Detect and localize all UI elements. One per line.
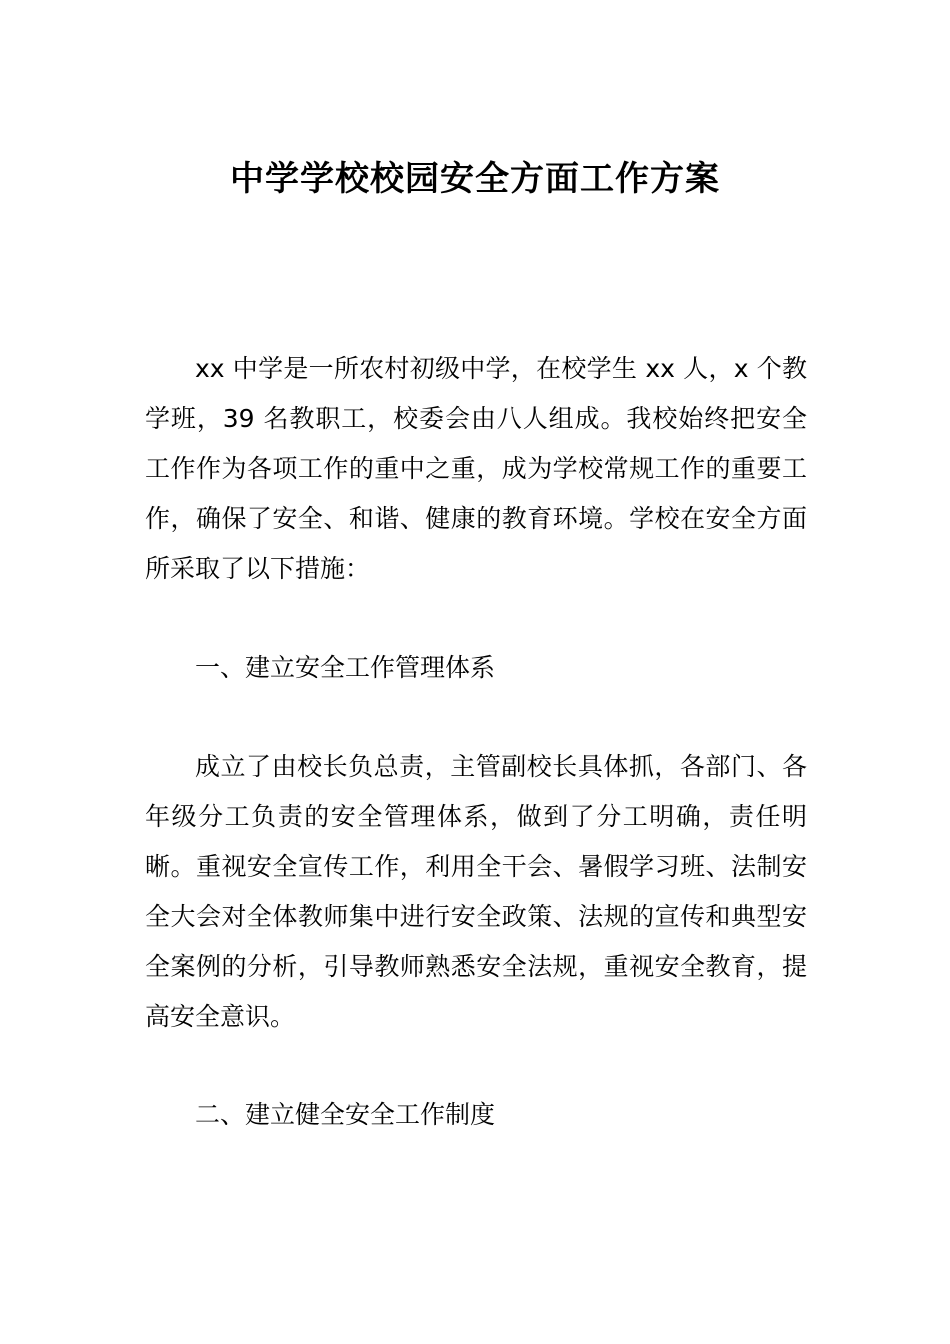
document-title: 中学学校校园安全方面工作方案 [230,159,720,199]
section-heading-2: 二、建立健全安全工作制度 [195,1100,496,1129]
body-paragraph-intro: xx 中学是一所农村初级中学，在校学生 xx 人，x 个教学班，39 名教职工，校委会由八人组成。我校始终把安全工作作为各项工作的重中之重，成为学校常规工作的重要工作，确保了安全、和谐、健康的教育环境。学校在安全方面所采取了以下措施： [145,354,807,583]
body-paragraph-section-1: 成立了由校长负总责，主管副校长具体抓，各部门、各年级分工负责的安全管理体系，做到了分工明确，责任明晰。重视安全宣传工作，利用全干会、暑假学习班、法制安全大会对全体教师集中进行安全政策、法规的宣传和典型安全案例的分析，引导教师熟悉安全法规，重视安全教育，提高安全意识。 [145,752,807,1031]
section-heading-1: 一、建立安全工作管理体系 [195,653,496,682]
